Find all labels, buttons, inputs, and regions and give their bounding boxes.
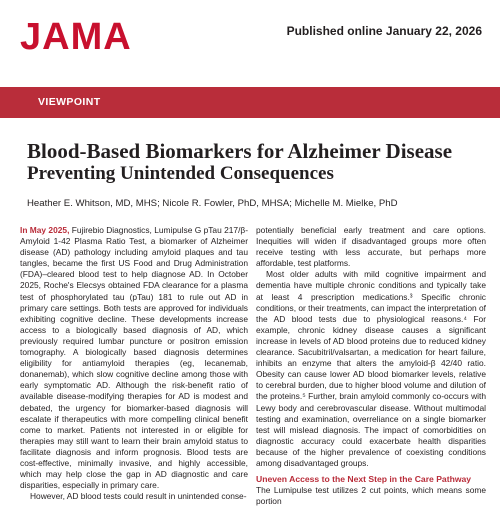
- paragraph-text: Fujirebio Diagnostics, Lumipulse G pTau 217/β-Amyloid 1-42 Plasma Ratio Test, a biomarker of Alzheimer disease (AD) pathology including amyloid plaques and tau tangles, became the first US Food and Drug Administration (FDA)–cleared blood test to help diagnose AD. In October 2025, Roche's Elecsys obtained FDA clearance for a plasma test of phosphorylated tau (pTau) 181 to rule out AD in primary care settings. Both tests are approved for individuals exhibiting cognitive decline. These developments increase access to a biologically based diagnosis of AD, which previously required lumbar puncture or positron emission tomography. A biologically based diagnosis determines eligibility for antiamyloid therapies (eg, lecanemab, donanemab), which slow cognitive decline among those with early symptomatic AD. Although the risk-benefit ratio of available disease-modifying therapies for AD is modest and debated, the urgency for biomarker-based diagnosis will escalate if therapeutics with more compelling clinical benefit come to market. Patients not interested in or eligible for therapies may still want to learn their brain amyloid status to facilitate diagnosis and inform prognosis. Blood tests are cost-effective, minimally invasive, and highly accessible, which may help close the gap in AD diagnostic and care disparities, especially in primary care.: [20, 225, 248, 491]
- lead-in: In May 2025,: [20, 225, 70, 235]
- body-paragraph: [20, 225, 248, 491]
- body-paragraph: Most older adults with mild cognitive impairment and dementia have multiple chronic conditions and typically take at least 4 prescription medications.³ Specific chronic conditions, or their treatments, can impact the interpretation of the AD blood tests due to physiological reasons.⁴ For example, chronic kidney disease causes a significant increase in levels of AD blood proteins due to reduced kidney clearance. Sacubitril/valsartan, a medication for heart failure, inhibits an enzyme that alters the amyloid-β 42/40 ratio. Obesity can cause lower AD blood biomarker levels, relative to cerebral burden, due to higher blood volume and dilution of the proteins.⁵ Further, brain amyloid commonly co-occurs with Lewy body and cerebrovascular disease. Without multimodal testing and examination, overreliance on a single biomarker test will mislead diagnosis. The impact of comorbidities on diagnostic accuracy could exacerbate health disparities because of the higher prevalence of coexisting conditions among disadvantaged groups.: [256, 269, 486, 468]
- section-heading: Uneven Access to the Next Step in the Care Pathway: [256, 474, 472, 485]
- jama-logo: JAMA: [20, 16, 132, 58]
- body-column-right: [256, 225, 486, 507]
- body-column-left: [20, 225, 248, 502]
- body-paragraph: However, AD blood tests could result in unintended conse-: [30, 491, 247, 502]
- article-type-banner: [0, 87, 500, 118]
- masthead: [0, 0, 500, 60]
- article-title: Blood-Based Biomarkers for Alzheimer Disease: [27, 139, 453, 163]
- article-type-label: VIEWPOINT: [38, 96, 101, 108]
- body-paragraph: The Lumipulse test utilizes 2 cut points, which means some portion: [256, 485, 486, 507]
- body-paragraph: potentially beneficial early treatment and care options. Inequities will widen if disadvantaged groups more often receive testing with less accurate, but perhaps more affordable, test platforms.: [256, 225, 486, 269]
- author-list: Heather E. Whitson, MD, MHS; Nicole R. Fowler, PhD, MHSA; Michelle M. Mielke, PhD: [27, 198, 398, 209]
- article-subtitle: Preventing Unintended Consequences: [27, 163, 334, 184]
- publication-date: Published online January 22, 2026: [286, 24, 482, 38]
